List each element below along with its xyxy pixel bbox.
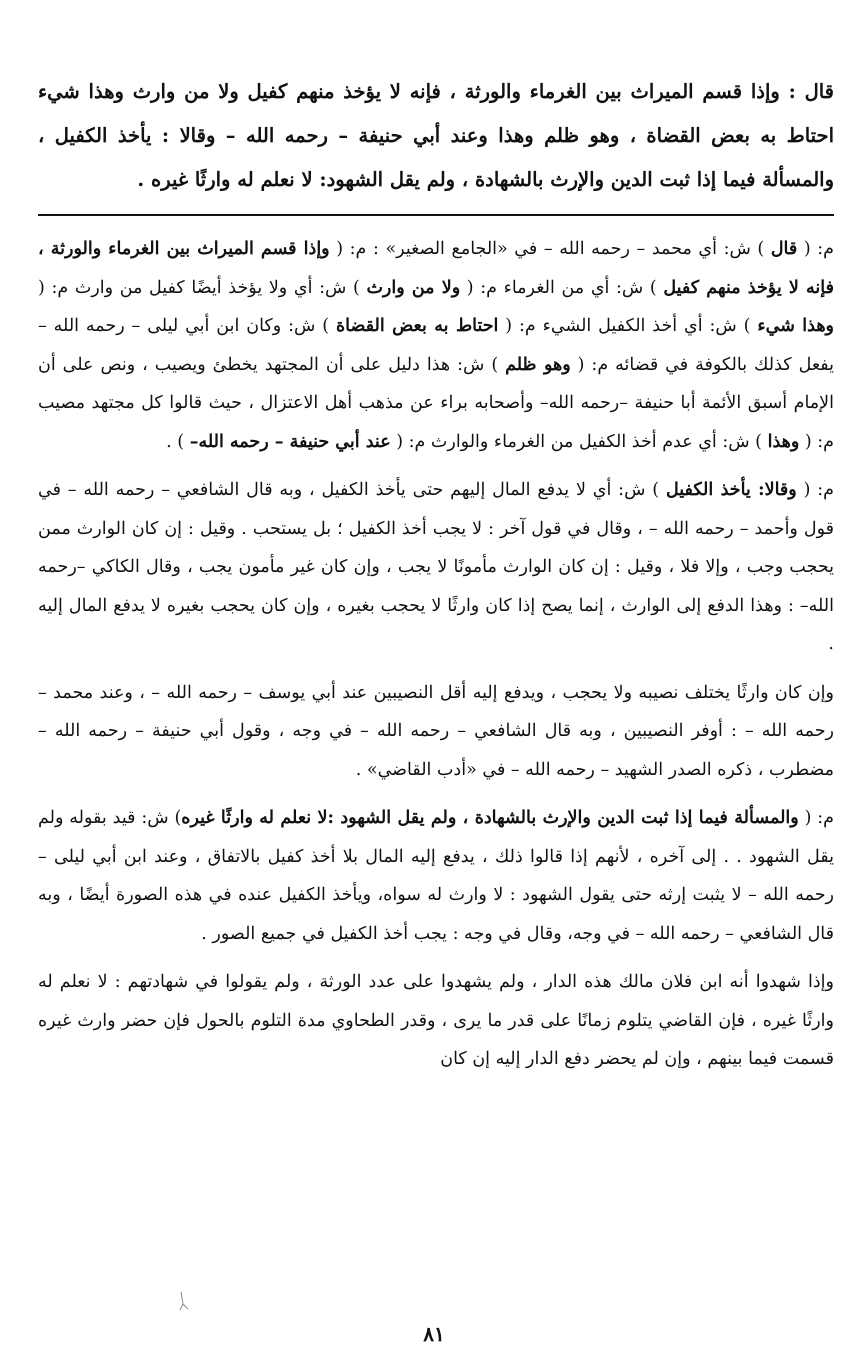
commentary-paragraph: [38, 230, 834, 461]
commentary-text: وإن كان وارثًا يختلف نصيبه ولا يحجب ، ويدفع إليه أقل النصيبين عند أبي يوسف – رحمه الله – ، وعند محمد – رحمه الله – : أوفر النصيبين ، وبه قال الشافعي – رحمه الله – في وجه ، وقول أبي حنيفة – رحمه الله – مضطرب ، ذكره الصدر الشهيد – رحمه الله – في «أدب القاضي» .: [38, 682, 834, 780]
commentary-text: وإذا شهدوا أنه ابن فلان مالك هذه الدار ، ولم يشهدوا على عدد الورثة ، ولم يقولوا في شهادتهم : لا نعلم له وارثًا غيره ، فإن القاضي يتلوم زمانًا على قدر ما يرى ، وقدر الطحاوي مدة التلوم بالحول فإن حضر وارث غيره قسمت فيما بينهم ، وإن لم يحضر دفع الدار إليه إن كان: [38, 972, 834, 1069]
quoted-text: وإذا قسم الميراث بين الغرماء والورثة ، فإنه لا يؤخذ منهم كفيل: [38, 239, 834, 298]
separator-rule: [38, 214, 834, 216]
commentary-text: ) ش: هذا دليل على أن المجتهد يخطئ ويصيب ، ونص على أن الإمام أسبق الأئمة أبا حنيفة –رحمه الله– وأصحابه براء عن مذهب أهل الاعتزال ، حيث قالوا كل مجتهد مصيب م: (: [38, 354, 834, 452]
quoted-text: ولا من وارث: [366, 277, 461, 298]
quoted-text: وهذا شيء: [757, 316, 834, 336]
commentary-text: م: (: [796, 480, 834, 500]
commentary-text: ) ش: أي عدم أخذ الكفيل من الغرماء والوارث م: (: [390, 431, 768, 452]
quoted-text: والمسألة فيما إذا ثبت الدين والإرث بالشهادة ، ولم يقل الشهود :لا نعلم له وارثًا غيره: [181, 808, 799, 828]
commentary-text: ) ش: أي لا يدفع المال إليهم حتى يأخذ الكفيل ، وبه قال الشافعي – رحمه الله – في قول وأحمد – رحمه الله – ، وقال في قول آخر : لا يجب أخذ الكفيل ؛ بل يستحب . وقيل : إن كان الوارث ممن يحجب وجب ، وإلا فلا ، وقيل : إن كان الوارث مأمونًا لا يجب ، وإن كان غير مأمون يجب ، وقال الكاكي –رحمه الله– : وهذا الدفع إلى الوارث ، إنما يصح إذا كان وارثًا لا يحجب بغيره ، وإن كان يحجب بغيره لا يدفع المال إليه .: [38, 480, 834, 654]
page-number: ٨١: [423, 1322, 445, 1346]
quoted-text: قال: [770, 239, 798, 259]
quoted-text: احتاط به بعض القضاة: [335, 316, 499, 336]
commentary-text: ) ش: أي من الغرماء م: (: [460, 277, 664, 298]
main-text: قال : وإذا قسم الميراث بين الغرماء والورثة ، فإنه لا يؤخذ منهم كفيل ولا من وارث وهذا شيء احتاط به بعض القضاة ، وهو ظلم وهذا وعند أبي حنيفة – رحمه الله – وقالا : يأخذ الكفيل ، والمسألة فيما إذا ثبت الدين والإرث بالشهادة ، ولم يقل الشهود: لا نعلم له وارثًا غيره .: [38, 80, 835, 191]
commentary-text: م: (: [798, 808, 835, 828]
commentary-text: ) ش: أي ولا يؤخذ أيضًا كفيل من وارث م: (: [38, 277, 367, 298]
commentary-text: م: (: [797, 239, 835, 259]
commentary-paragraph: [38, 674, 834, 790]
commentary: [38, 230, 834, 1079]
commentary-text: ) ش: وكان ابن أبي ليلى – رحمه الله – يفعل كذلك بالكوفة في قضائه م: (: [38, 316, 834, 375]
quoted-text: عند أبي حنيفة – رحمه الله–: [189, 431, 391, 452]
quoted-text: وقالا: يأخذ الكفيل: [665, 480, 797, 500]
page-body: [38, 70, 834, 1360]
commentary-text: ) .: [166, 431, 190, 452]
commentary-text: ) ش: أي محمد – رحمه الله – في «الجامع الصغير» : م: (: [329, 239, 771, 259]
commentary-paragraph: [38, 471, 834, 664]
quoted-text: وهذا: [767, 431, 800, 452]
commentary-paragraph: [38, 799, 834, 953]
pen-mark-icon: [178, 1290, 190, 1314]
commentary-text: ) ش: أي أخذ الكفيل الشيء م: (: [498, 316, 758, 336]
quoted-text: وهو ظلم: [505, 354, 571, 375]
commentary-paragraph: [38, 963, 834, 1079]
commentary-text: ) ش: قيد بقوله ولم يقل الشهود . . إلى آخره ، لأنهم إذا قالوا ذلك ، يدفع إليه المال بلا أخذ كفيل بالاتفاق ، وعند ابن أبي ليلى – رحمه الله – لا يثبت إرثه حتى يقول الشهود : لا وارث له سواه، ويأخذ الكفيل عنده في هذه الصورة أيضًا ، وبه قال الشافعي – رحمه الله – في وجه، وقال في وجه : يجب أخذ الكفيل في جميع الصور .: [38, 808, 834, 944]
